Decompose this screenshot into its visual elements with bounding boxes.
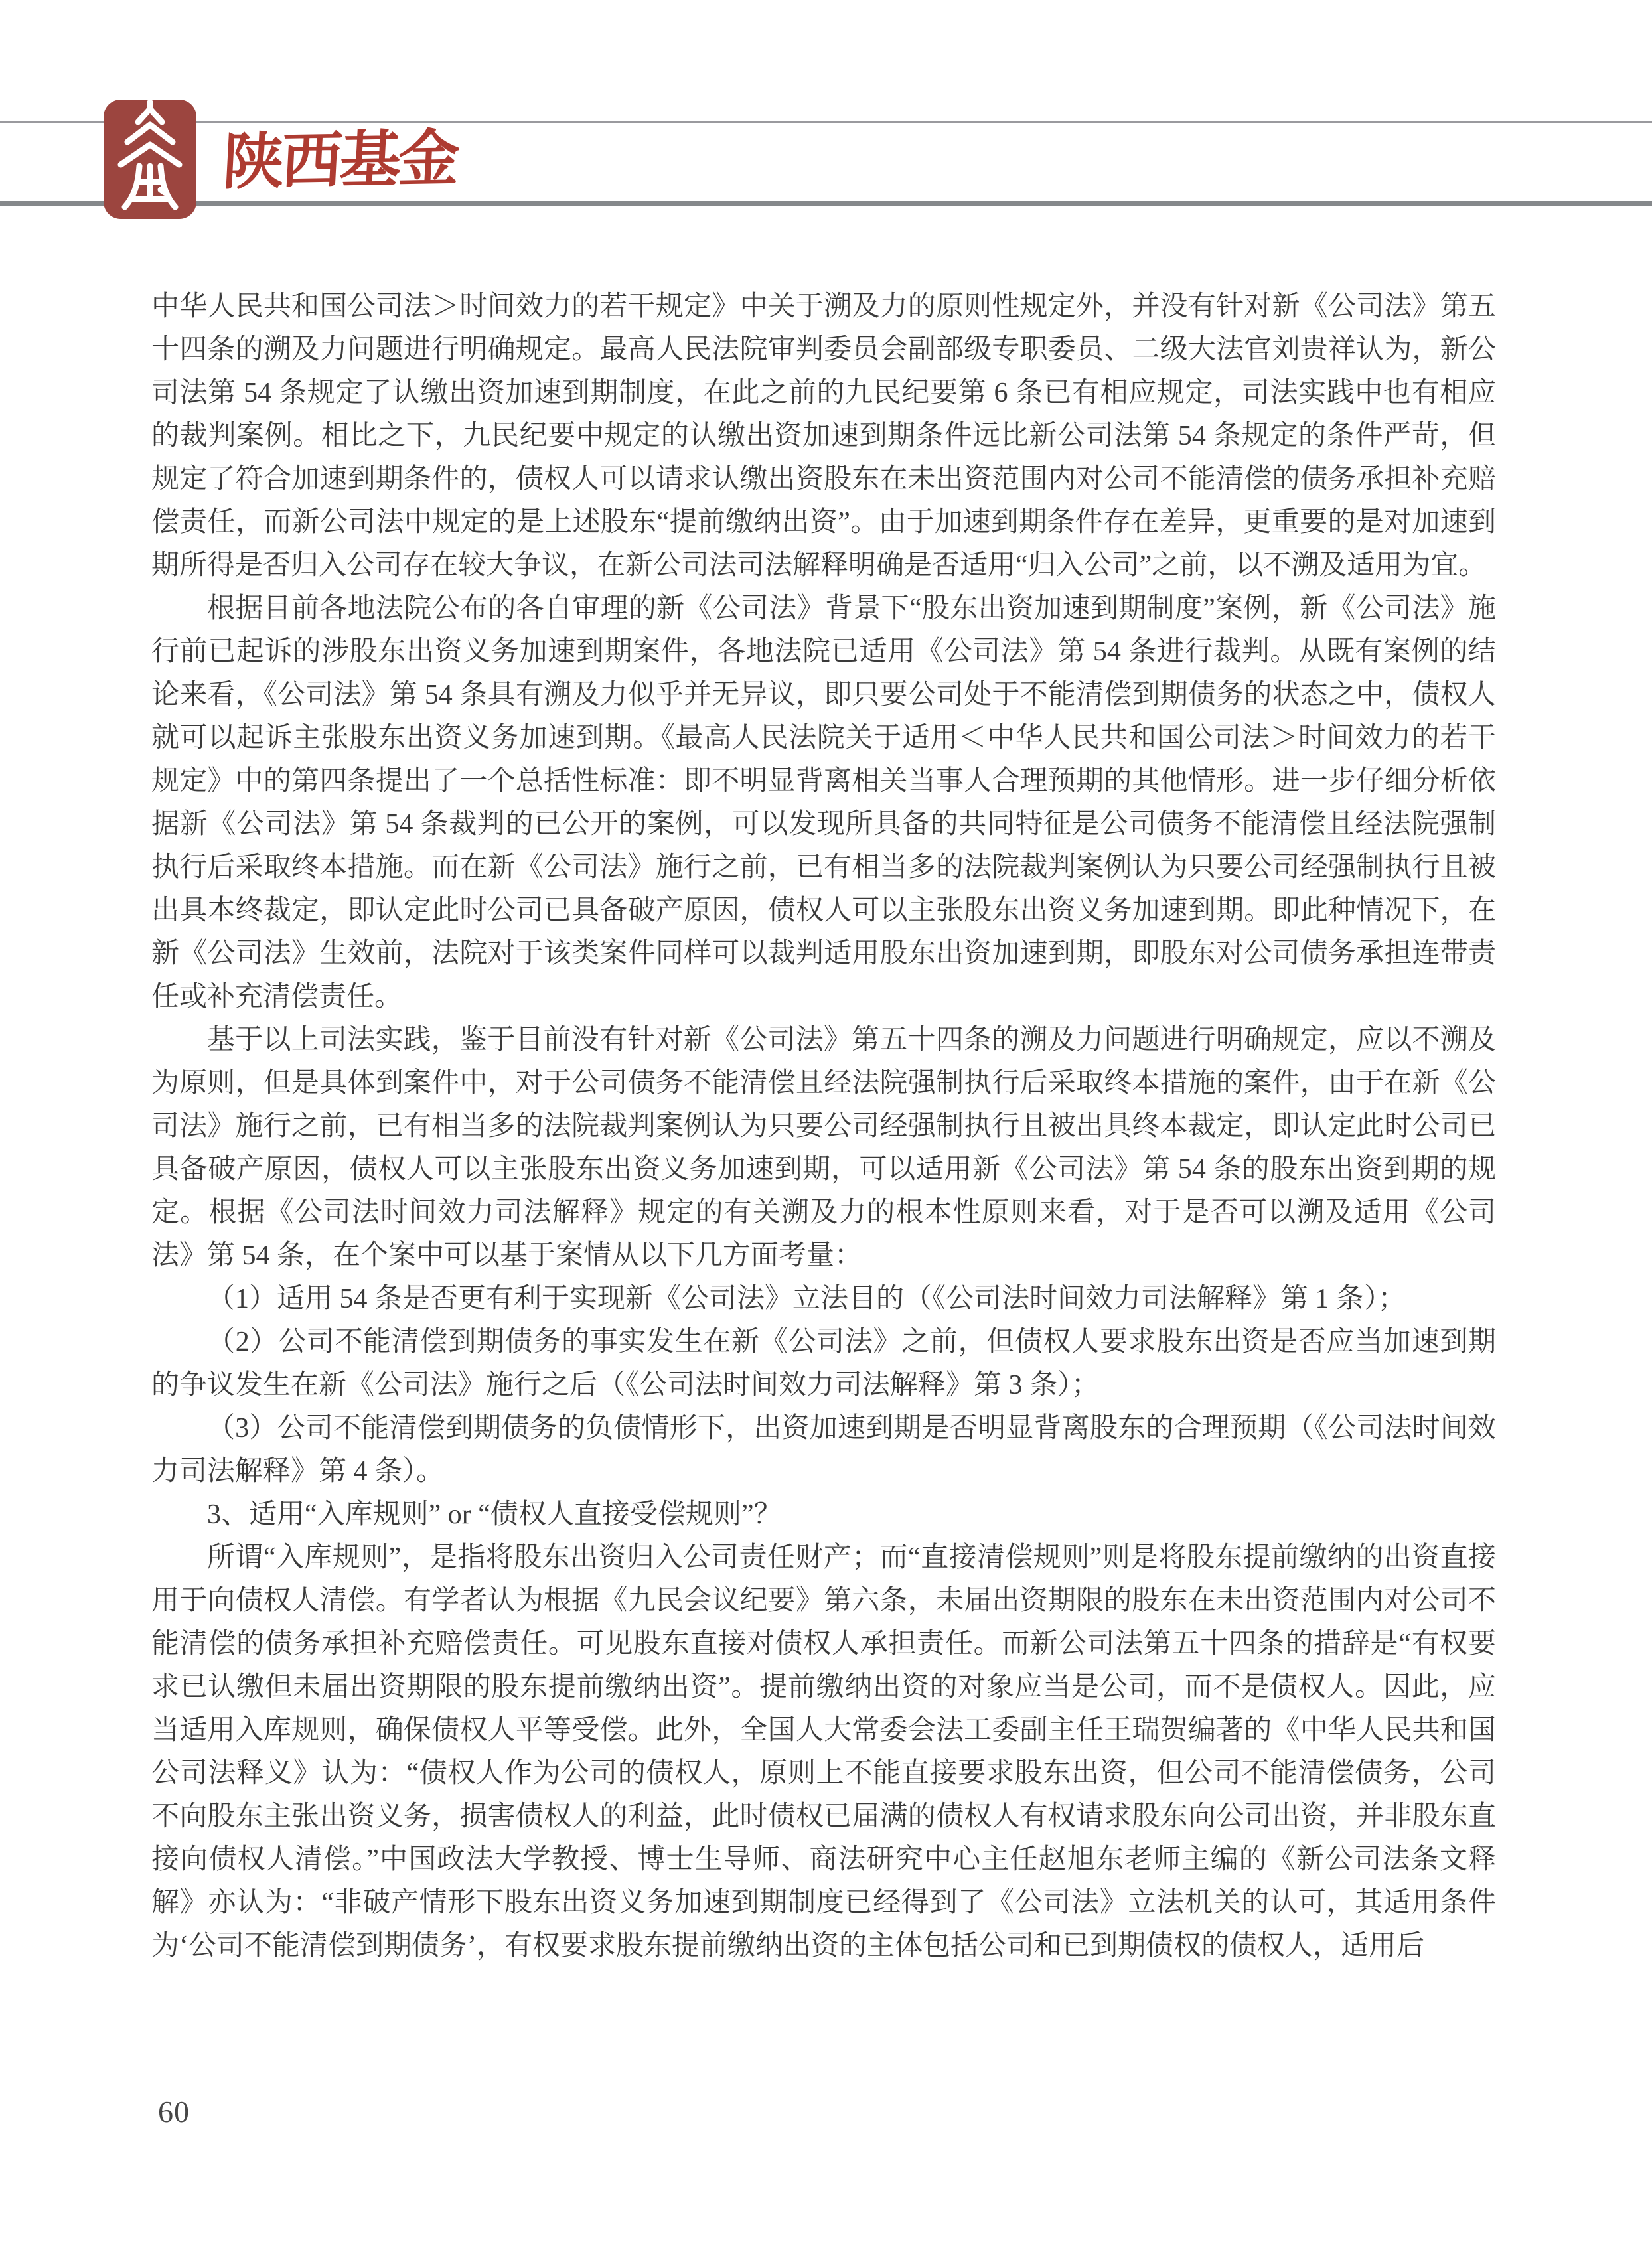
- header-rule-thin: [0, 121, 1652, 123]
- body-paragraph: （1）适用 54 条是否更有利于实现新《公司法》立法目的（《公司法时间效力司法解释》第 1 条）；: [207, 1284, 1406, 1314]
- body-paragraph: 基于以上司法实践，鉴于目前没有针对新《公司法》第五十四条的溯及力问题进行明确规定，应以不溯及为原则，但是具体到案件中，对于公司债务不能清偿且经法院强制执行后采取终本措施的案件，由于在新《公司法》施行之前，已有相当多的法院裁判案例认为只要公司经强制执行且被出具终本裁定，即认定此时公司已具备破产原因，债权人可以主张股东出资义务加速到期，可以适用新《公司法》第 54 条的股东出资到期的规定。根据《公司法时间效力司法解释》规定的有关溯及力的根本性原则来看，对于是否可以溯及适用《公司法》第 54 条，在个案中可以基于案情从以下几方面考量：: [151, 1025, 1496, 1271]
- body-paragraph: 3、适用“入库规则” or “债权人直接受偿规则”？: [207, 1499, 782, 1530]
- body-paragraph: （2）公司不能清偿到期债务的事实发生在新《公司法》之前，但债权人要求股东出资是否应当加速到期的争议发生在新《公司法》施行之后（《公司法时间效力司法解释》第 3 条）；: [151, 1327, 1496, 1400]
- brand-calligraphy: 陕西基金: [221, 124, 459, 197]
- body-paragraph: 所谓“入库规则”，是指将股东出资归入公司责任财产；而“直接清偿规则”则是将股东提前缴纳的出资直接用于向债权人清偿。有学者认为根据《九民会议纪要》第六条，未届出资期限的股东在未出资范围内对公司不能清偿的债务承担补充赔偿责任。可见股东直接对债权人承担责任。而新公司法第五十四条的措辞是“有权要求已认缴但未届出资期限的股东提前缴纳出资”。提前缴纳出资的对象应当是公司，而不是债权人。因此，应当适用入库规则，确保债权人平等受偿。此外，全国人大常委会法工委副主任王瑞贺编著的《中华人民共和国公司法释义》认为：“债权人作为公司的债权人，原则上不能直接要求股东出资，但公司不能清偿债务，公司不向股东主张出资义务，损害债权人的利益，此时债权已届满的债权人有权请求股东向公司出资，并非股东直接向债权人清偿。”中国政法大学教授、博士生导师、商法研究中心主任赵旭东老师主编的《新公司法条文释解》亦认为：“非破产情形下股东出资义务加速到期制度已经得到了《公司法》立法机关的认可，其适用条件为‘公司不能清偿到期债务’，有权要求股东提前缴纳出资的主体包括公司和已到期债权的债权人，适用后: [151, 1542, 1496, 1961]
- body-paragraph: 中华人民共和国公司法＞时间效力的若干规定》中关于溯及力的原则性规定外，并没有针对新《公司法》第五十四条的溯及力问题进行明确规定。最高人民法院审判委员会副部级专职委员、二级大法官刘贵祥认为，新公司法第 54 条规定了认缴出资加速到期制度，在此之前的九民纪要第 6 条已有相应规定，司法实践中也有相应的裁判案例。相比之下，九民纪要中规定的认缴出资加速到期条件远比新公司法第 54 条规定的条件严苛，但规定了符合加速到期条件的，债权人可以请求认缴出资股东在未出资范围内对公司不能清偿的债务承担补充赔偿责任，而新公司法中规定的是上述股东“提前缴纳出资”。由于加速到期条件存在差异，更重要的是对加速到期所得是否归入公司存在较大争议，在新公司法司法解释明确是否适用“归入公司”之前，以不溯及适用为宜。: [151, 291, 1496, 581]
- page-number: 60: [158, 2095, 190, 2129]
- body-paragraph: （3）公司不能清偿到期债务的负债情形下，出资加速到期是否明显背离股东的合理预期（《公司法时间效力司法解释》第 4 条）。: [151, 1413, 1496, 1487]
- pagoda-seal-icon: [104, 100, 196, 219]
- body-paragraph: 根据目前各地法院公布的各自审理的新《公司法》背景下“股东出资加速到期制度”案例，新《公司法》施行前已起诉的涉股东出资义务加速到期案件，各地法院已适用《公司法》第 54 条进行裁判。从既有案例的结论来看，《公司法》第 54 条具有溯及力似乎并无异议，即只要公司处于不能清偿到期债务的状态之中，债权人就可以起诉主张股东出资义务加速到期。《最高人民法院关于适用＜中华人民共和国公司法＞时间效力的若干规定》中的第四条提出了一个总括性标准：即不明显背离相关当事人合理预期的其他情形。进一步仔细分析依据新《公司法》第 54 条裁判的已公开的案例，可以发现所具备的共同特征是公司债务不能清偿且经法院强制执行后采取终本措施。而在新《公司法》施行之前，已有相当多的法院裁判案例认为只要公司经强制执行且被出具本终裁定，即认定此时公司已具备破产原因，债权人可以主张股东出资义务加速到期。即此种情况下，在新《公司法》生效前，法院对于该类案件同样可以裁判适用股东出资加速到期，即股东对公司债务承担连带责任或补充清偿责任。: [151, 593, 1496, 1012]
- article-body: [151, 285, 1496, 1968]
- header-rule-thick: [0, 201, 1652, 206]
- shaanxi-fund-logo: [104, 100, 196, 219]
